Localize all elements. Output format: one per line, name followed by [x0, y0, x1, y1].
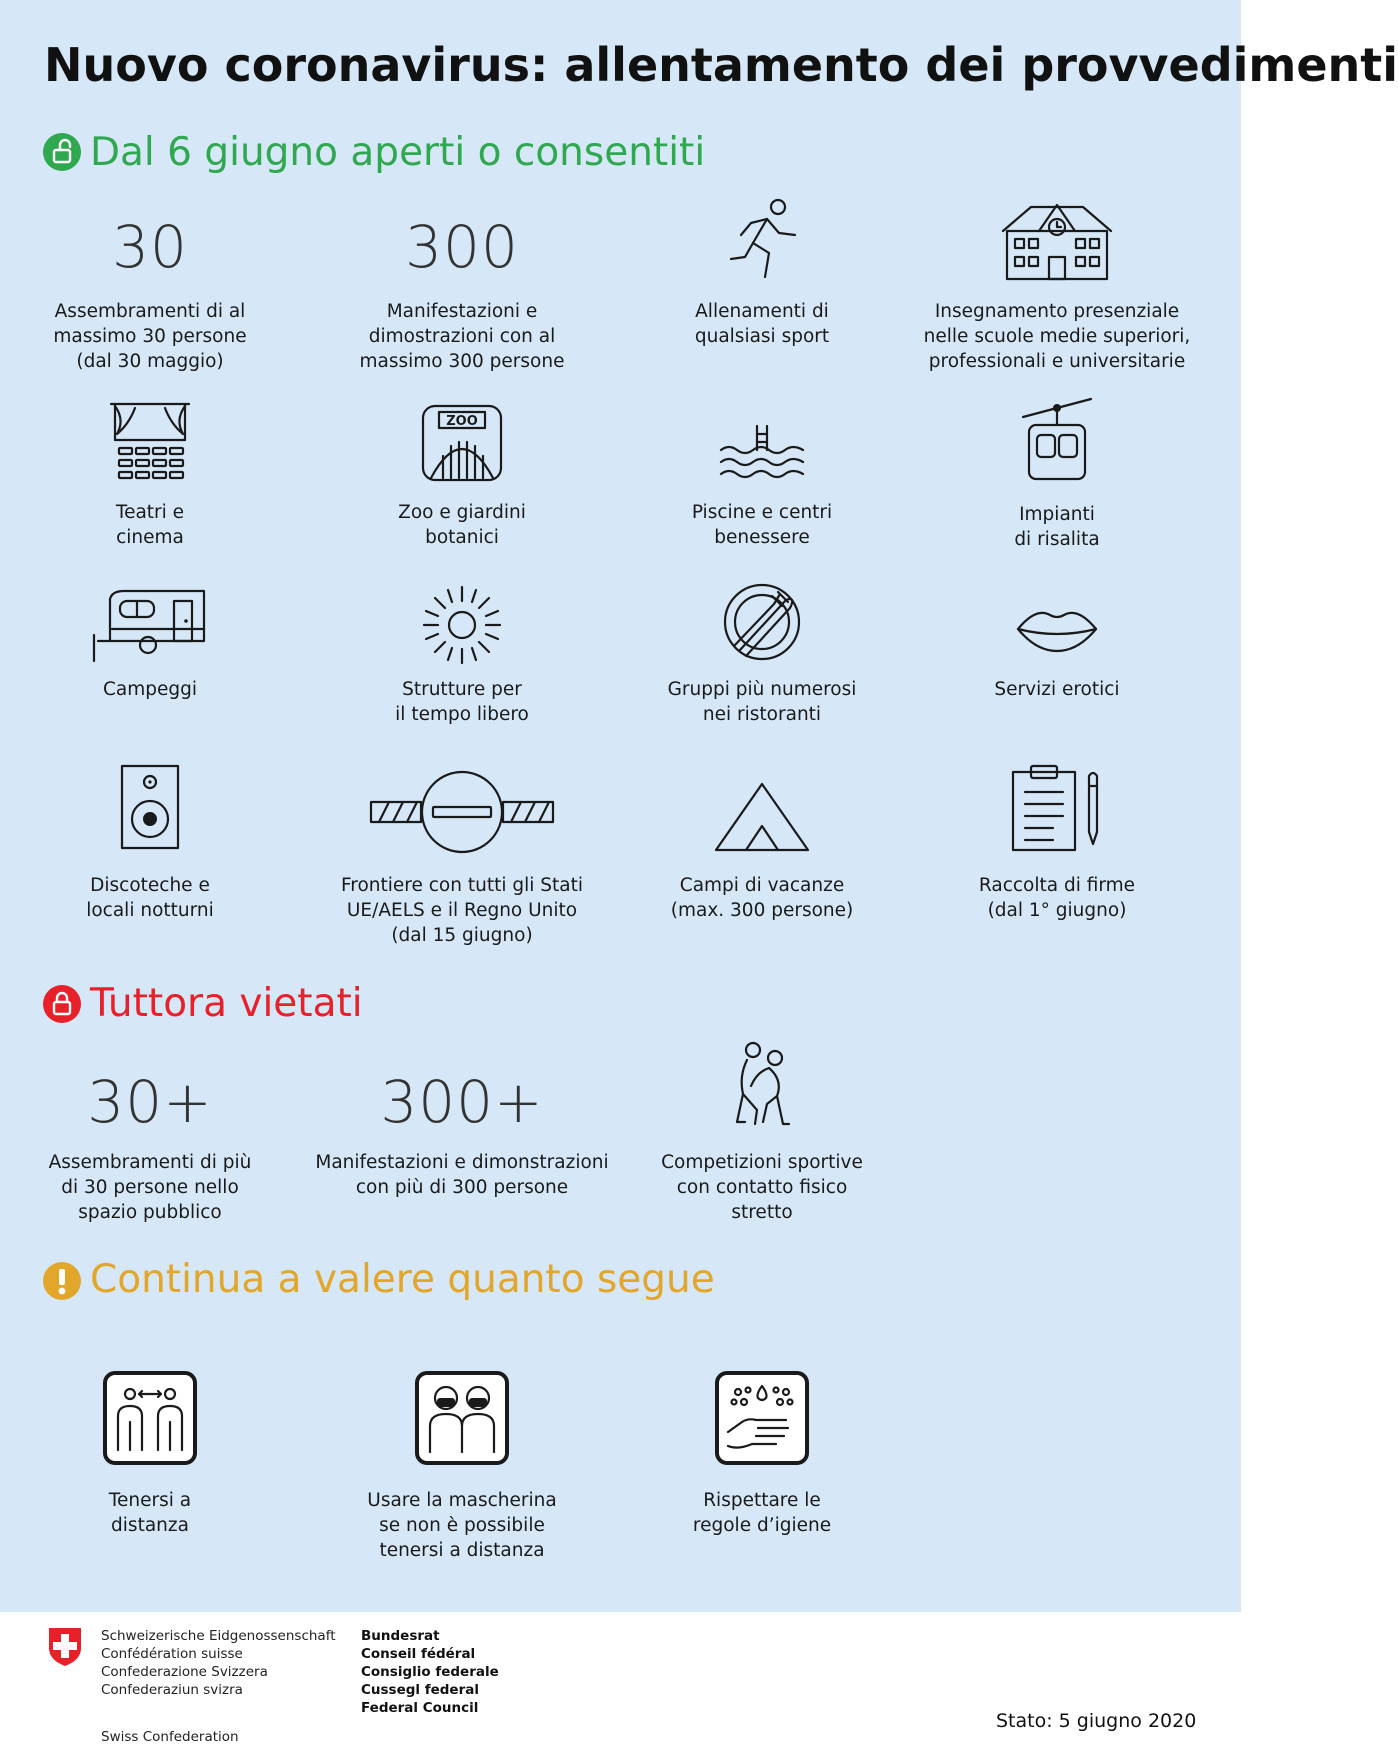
- section-title-rules: Continua a valere quanto segue: [90, 1257, 715, 1302]
- tent-icon: [712, 780, 812, 858]
- sun-icon: [420, 585, 504, 673]
- item-label: Gruppi più numerosi nei ristoranti: [667, 679, 857, 725]
- item-label: Impianti di risalita: [1014, 504, 1100, 550]
- exclamation-icon: [43, 1262, 81, 1300]
- item-label: Discoteche e locali notturni: [86, 875, 214, 921]
- item-label: Piscine e centri benessere: [691, 502, 833, 548]
- item-label: Allenamenti di qualsiasi sport: [694, 301, 830, 347]
- zoo-gate-icon: [417, 400, 507, 488]
- plate-cutlery-icon: [720, 580, 804, 668]
- item-label: Campeggi: [102, 679, 198, 700]
- confederation-name-it: Confederazione Svizzera: [101, 1664, 268, 1680]
- swiss-cross-shield-icon: [47, 1626, 83, 1672]
- speaker-icon: [118, 762, 182, 856]
- item-label: Insegnamento presenziale nelle scuole medie superiori, professionali e universitarie: [923, 301, 1191, 372]
- school-building-icon: [997, 195, 1117, 289]
- swiss-confederation-label: Swiss Confederation: [101, 1729, 239, 1745]
- item-label: Frontiere con tutti gli Stati UE/AELS e il Regno Unito (dal 15 giugno): [340, 875, 583, 946]
- status-date: Stato: 5 giugno 2020: [996, 1710, 1197, 1732]
- confederation-name-fr: Confédération suisse: [101, 1646, 243, 1662]
- swimming-pool-icon: [717, 420, 807, 486]
- number-300-plus-icon: 300+: [380, 1068, 544, 1136]
- unlocked-padlock-icon: [43, 133, 81, 171]
- face-mask-icon: [414, 1370, 510, 1470]
- item-label: Manifestazioni e dimostrazioni con al massimo 300 persone: [359, 301, 565, 372]
- caravan-icon: [88, 585, 212, 669]
- number-30-plus-icon: 30+: [87, 1068, 213, 1136]
- item-label: Usare la mascherina se non è possibile tenersi a distanza: [367, 1490, 557, 1561]
- item-label: Campi di vacanze (max. 300 persone): [670, 875, 854, 921]
- council-name-fr: Conseil fédéral: [361, 1646, 476, 1662]
- federal-council-names: [361, 1627, 499, 1717]
- confederation-names: [101, 1627, 336, 1699]
- runner-icon: [717, 195, 807, 289]
- item-label: Zoo e giardini botanici: [398, 502, 526, 548]
- hand-washing-icon: [714, 1370, 810, 1470]
- number-30-icon: 30: [112, 213, 188, 281]
- zoo-sign-text: ZOO: [446, 414, 478, 429]
- cable-car-icon: [1017, 395, 1097, 489]
- confederation-name-rm: Confederaziun svizra: [101, 1682, 243, 1698]
- item-label: Assembramenti di più di 30 persone nello spazio pubblico: [48, 1152, 252, 1223]
- council-name-de: Bundesrat: [361, 1628, 440, 1644]
- lips-icon: [1012, 605, 1102, 659]
- item-label: Manifestazioni e dimonstrazioni con più di 300 persone: [315, 1152, 609, 1198]
- footer: [0, 1612, 1241, 1754]
- item-label: Servizi erotici: [994, 679, 1120, 700]
- item-label: Raccolta di firme (dal 1° giugno): [978, 875, 1136, 921]
- theater-stage-icon: [105, 400, 195, 486]
- item-label: Teatri e cinema: [115, 502, 185, 548]
- confederation-name-de: Schweizerische Eidgenossenschaft: [101, 1628, 336, 1644]
- contact-sport-icon: [727, 1040, 797, 1134]
- locked-padlock-icon: [43, 985, 81, 1023]
- number-300-icon: 300: [405, 213, 519, 281]
- clipboard-pen-icon: [1009, 762, 1105, 858]
- keep-distance-icon: [102, 1370, 198, 1470]
- council-name-it: Consiglio federale: [361, 1664, 499, 1680]
- item-label: Strutture per il tempo libero: [395, 679, 529, 725]
- item-label: Assembramenti di al massimo 30 persone (dal 30 maggio): [53, 301, 247, 372]
- section-title-banned: Tuttora vietati: [90, 981, 363, 1026]
- council-name-en: Federal Council: [361, 1700, 479, 1716]
- council-name-rm: Cussegl federal: [361, 1682, 479, 1698]
- item-label: Rispettare le regole d’igiene: [692, 1490, 832, 1536]
- item-label: Competizioni sportive con contatto fisico stretto: [661, 1152, 863, 1223]
- border-barrier-icon: [369, 770, 555, 860]
- page-title: Nuovo coronavirus: allentamento dei provvedimenti: [44, 38, 1398, 92]
- item-label: Tenersi a distanza: [108, 1490, 192, 1536]
- section-title-allowed: Dal 6 giugno aperti o consentiti: [90, 130, 706, 175]
